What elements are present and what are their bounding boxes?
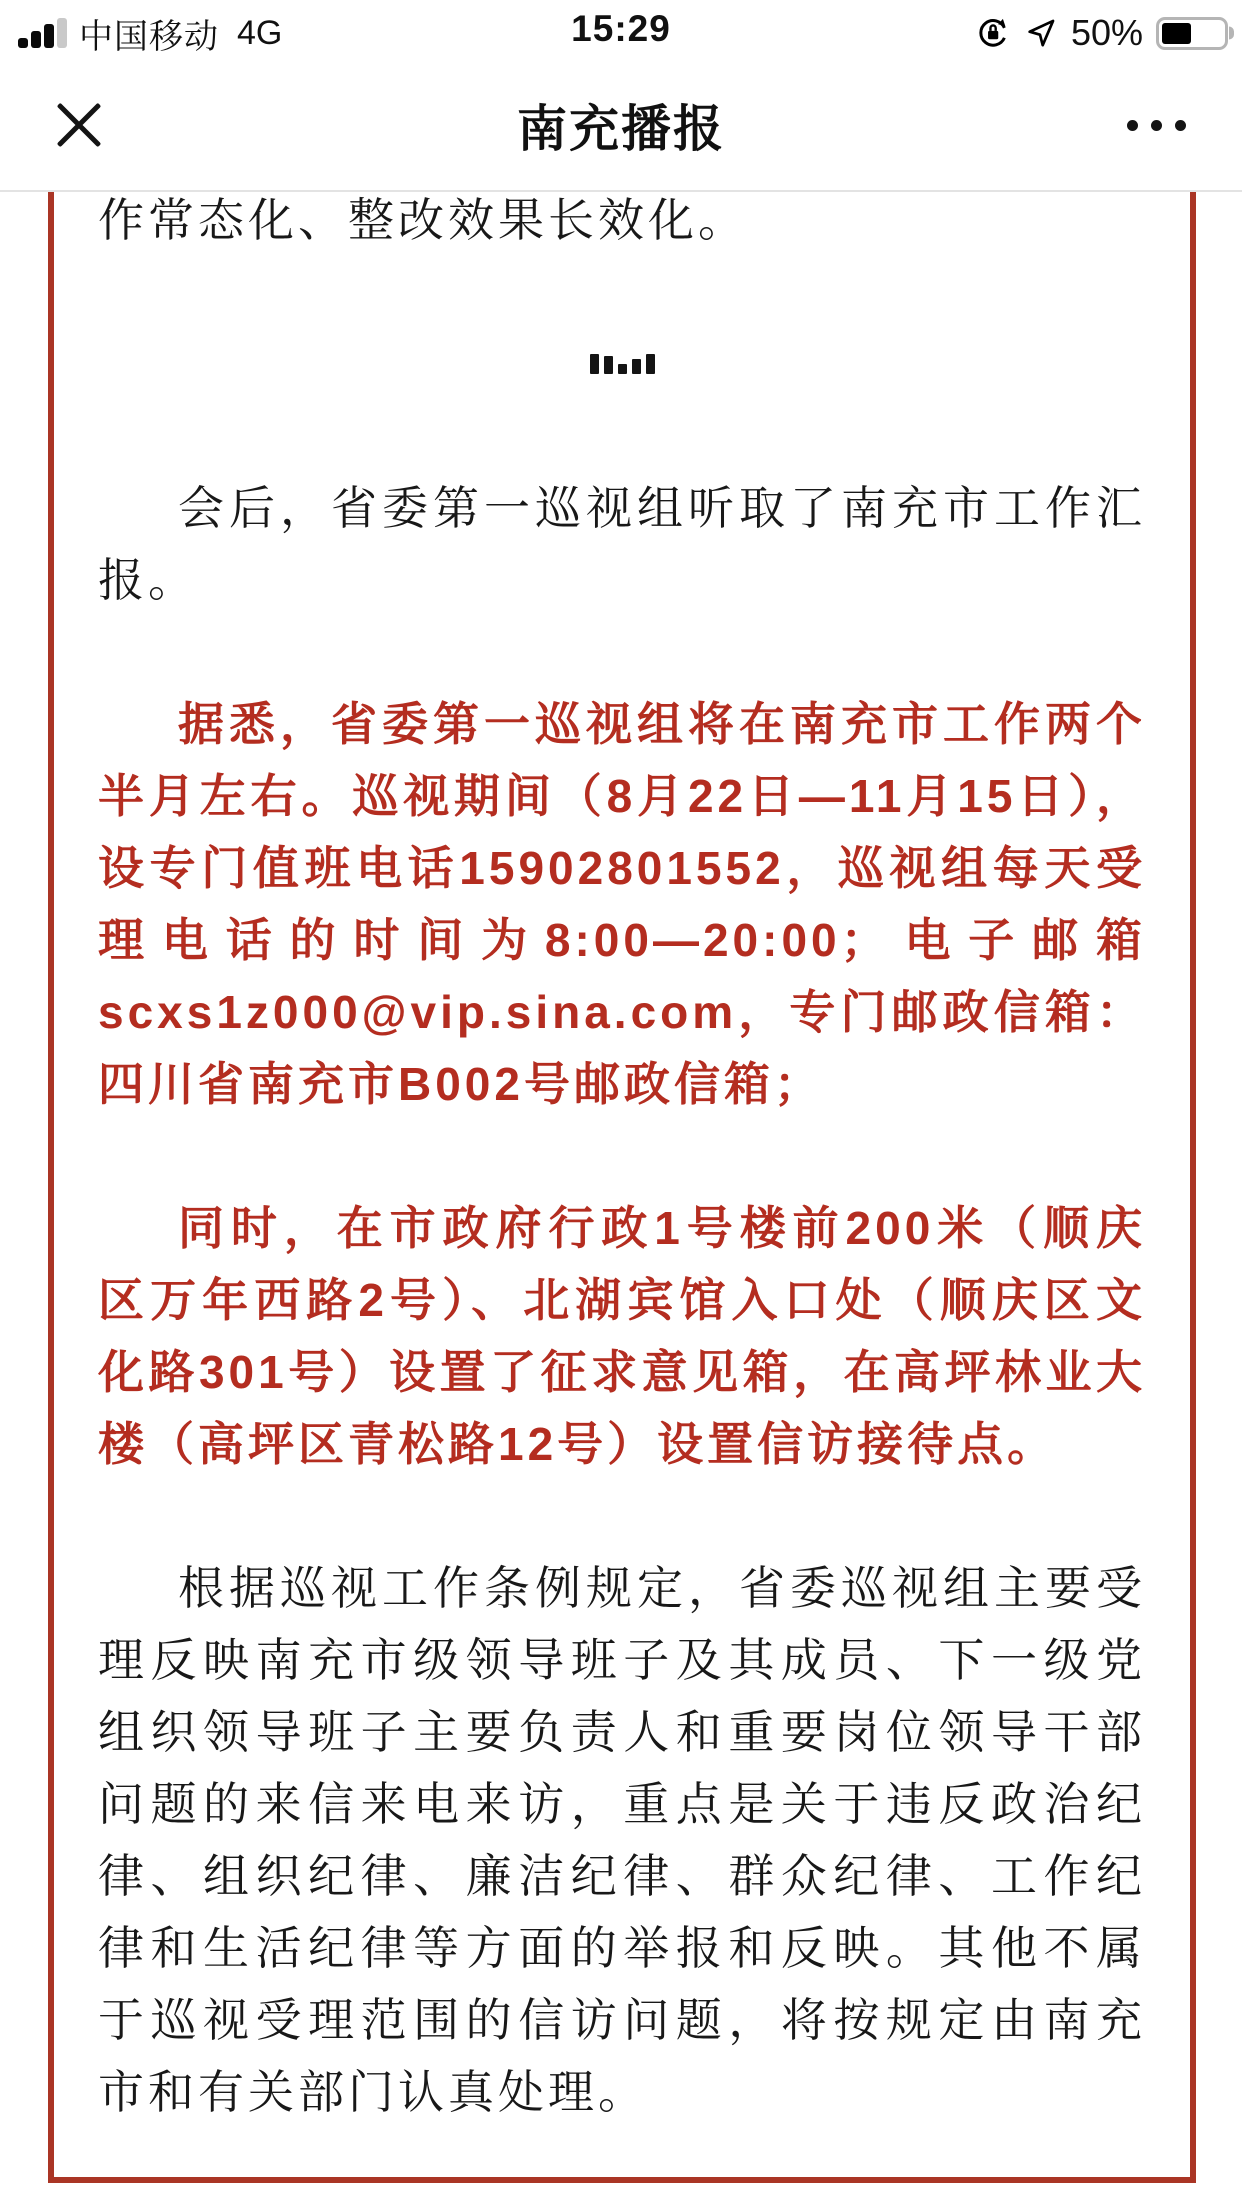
clock-label: 15:29: [571, 8, 671, 49]
article-red-frame: [48, 192, 1196, 2183]
cellular-signal-icon: [18, 18, 67, 48]
more-options-icon[interactable]: [1127, 102, 1186, 148]
status-right-group: [975, 12, 1228, 54]
orientation-lock-icon: [975, 15, 1011, 51]
status-bar: [0, 0, 1242, 60]
close-icon[interactable]: [56, 102, 102, 148]
paragraph-scope: 根据巡视工作条例规定，省委巡视组主要受理反映南充市级领导班子及其成员、下一级党组织领导班子主要负责人和重要岗位领导干部问题的来信来电来访，重点是关于违反政治纪律、组织纪律、廉洁纪律、群众纪律、工作纪律和生活纪律等方面的举报和反映。其他不属于巡视受理范围的信访问题，将按规定由南充市和有关部门认真处理。: [98, 1562, 1146, 2118]
location-arrow-icon: [1024, 16, 1058, 50]
page-title: 南充播报: [517, 101, 725, 157]
status-left-group: [18, 9, 282, 58]
paragraph-after-meeting: 会后，省委第一巡视组听取了南充市工作汇报。: [98, 482, 1146, 606]
article-scroll-area[interactable]: [0, 192, 1242, 2208]
nav-bar: [0, 60, 1242, 192]
paragraph-hotline: 据悉，省委第一巡视组将在南充市工作两个半月左右。巡视期间（8月22日—11月15日），设专门值班电话15902801552，巡视组每天受理电话的时间为8:00—20:00；电子邮箱scxs1z000@vip.sina.com，专门邮政信箱：四川省南充市B002号邮政信箱；: [98, 698, 1146, 1110]
bar-chart-divider-icon: [590, 354, 655, 374]
paragraph-continuation: 作常态化、整改效果长效化。: [98, 194, 748, 246]
network-type-label: 4G: [237, 13, 283, 52]
paragraph-mailboxes: 同时，在市政府行政1号楼前200米（顺庆区万年西路2号）、北湖宾馆入口处（顺庆区文化路301号）设置了征求意见箱，在高坪林业大楼（高坪区青松路12号）设置信访接待点。: [98, 1202, 1146, 1470]
section-divider: [98, 328, 1146, 400]
article-body: [54, 184, 1190, 2128]
carrier-label: 中国移动: [79, 17, 219, 56]
battery-icon: [1156, 17, 1228, 50]
battery-percent-label: 50%: [1070, 12, 1143, 53]
